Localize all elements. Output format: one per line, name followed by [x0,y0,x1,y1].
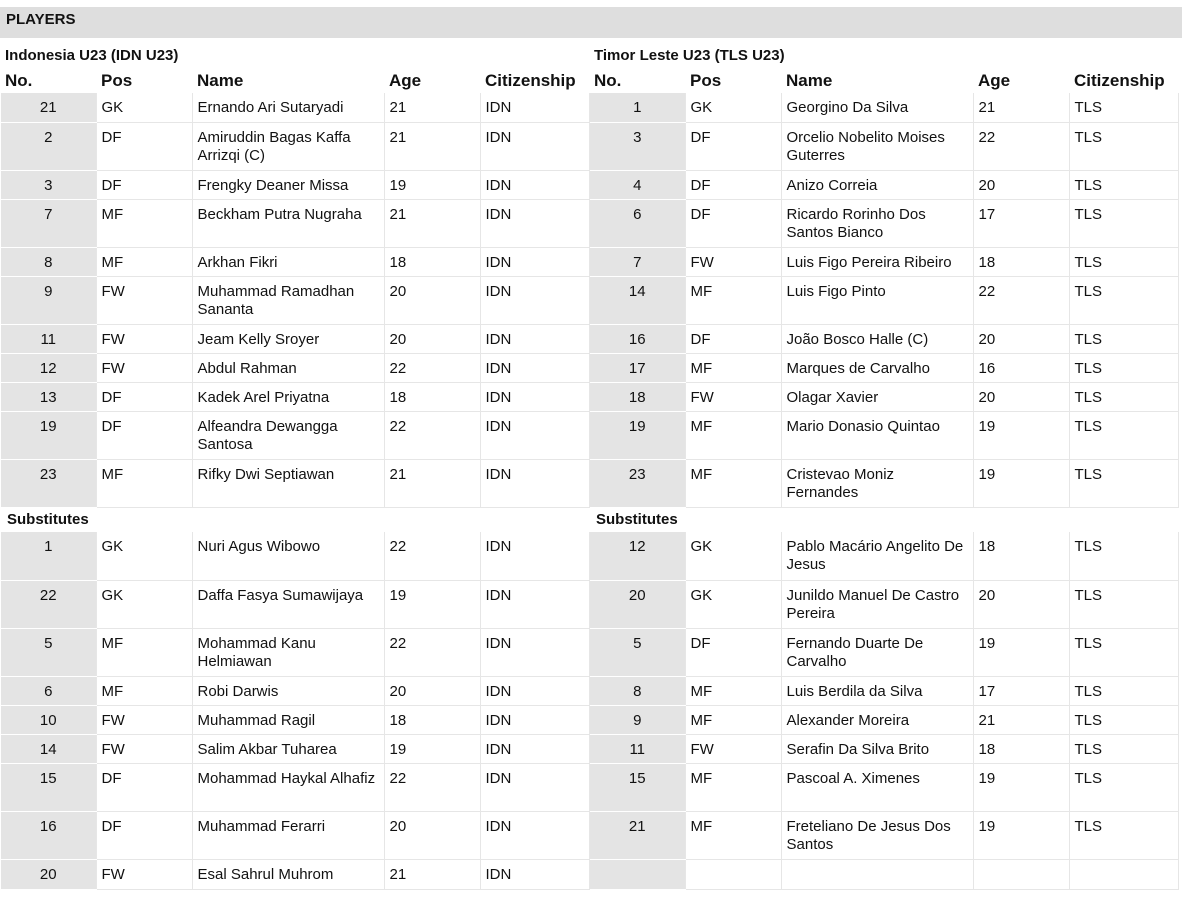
player-position: MF [96,628,192,676]
player-name: Marques de Carvalho [781,353,973,382]
substitutes-heading: Substitutes [7,510,89,528]
player-position: FW [96,859,192,889]
player-citizenship: IDN [480,122,589,170]
player-position: GK [685,93,781,122]
player-position: MF [685,411,781,459]
player-number: 14 [1,734,96,763]
table-row [1,199,589,247]
team-title: Indonesia U23 (IDN U23) [5,47,179,64]
player-position: DF [685,324,781,353]
player-citizenship: IDN [480,199,589,247]
table-row [590,763,1178,811]
player-citizenship: TLS [1069,247,1178,276]
player-number: 21 [1,93,96,122]
player-number: 15 [1,763,96,811]
player-age: 18 [384,247,480,276]
player-citizenship: IDN [480,411,589,459]
table-row [590,382,1178,411]
player-age: 21 [384,122,480,170]
table-row [590,93,1178,122]
player-number: 11 [590,734,685,763]
col-citizenship-header: Citizenship [485,70,576,90]
player-number: 14 [590,276,685,324]
table-row [1,93,589,122]
player-name: Luis Figo Pinto [781,276,973,324]
player-number: 18 [590,382,685,411]
player-age: 19 [384,580,480,628]
player-name: Luis Figo Pereira Ribeiro [781,247,973,276]
player-citizenship: IDN [480,734,589,763]
player-number: 23 [1,459,96,507]
player-position: FW [96,353,192,382]
player-age: 18 [973,532,1069,580]
player-age: 19 [973,763,1069,811]
player-position: MF [685,276,781,324]
table-row [1,811,589,859]
column-headers [1,68,589,93]
player-age: 16 [973,353,1069,382]
player-number: 3 [1,170,96,199]
col-age-header: Age [978,70,1011,90]
player-position: DF [685,628,781,676]
player-number: 2 [1,122,96,170]
col-age-header: Age [389,70,422,90]
player-number: 6 [1,676,96,705]
player-citizenship: IDN [480,93,589,122]
empty-cell [1069,859,1178,889]
table-row [1,247,589,276]
player-name: Nuri Agus Wibowo [192,532,384,580]
table-row [1,532,589,580]
player-number: 22 [1,580,96,628]
player-age: 19 [973,411,1069,459]
col-pos-header: Pos [690,70,722,90]
player-number: 17 [590,353,685,382]
player-position: MF [96,459,192,507]
table-row [1,276,589,324]
player-position: FW [685,382,781,411]
player-number: 8 [1,247,96,276]
player-position: GK [685,532,781,580]
col-citizenship-header: Citizenship [1074,70,1165,90]
player-number: 16 [590,324,685,353]
player-age: 19 [973,459,1069,507]
col-pos-header: Pos [101,70,133,90]
player-position: MF [685,811,781,859]
player-age: 20 [384,276,480,324]
player-citizenship: TLS [1069,122,1178,170]
player-citizenship: IDN [480,763,589,811]
table-row [1,676,589,705]
player-citizenship: TLS [1069,411,1178,459]
table-row [590,676,1178,705]
player-citizenship: IDN [480,705,589,734]
player-age: 20 [384,324,480,353]
player-position: MF [96,676,192,705]
player-name: Frengky Deaner Missa [192,170,384,199]
player-number: 13 [1,382,96,411]
table-row [590,628,1178,676]
col-name-header: Name [786,70,833,90]
table-row [1,628,589,676]
player-number: 19 [590,411,685,459]
player-age: 21 [973,93,1069,122]
player-citizenship: IDN [480,532,589,580]
player-number: 12 [1,353,96,382]
player-age: 20 [973,170,1069,199]
player-age: 21 [384,93,480,122]
player-number: 6 [590,199,685,247]
player-number: 11 [1,324,96,353]
player-citizenship: TLS [1069,532,1178,580]
player-age: 21 [973,705,1069,734]
player-position: MF [96,247,192,276]
player-citizenship: IDN [480,676,589,705]
player-citizenship: IDN [480,247,589,276]
player-name: Pascoal A. Ximenes [781,763,973,811]
table-row [1,411,589,459]
table-row [590,170,1178,199]
player-citizenship: TLS [1069,763,1178,811]
player-name: Mohammad Haykal Alhafiz [192,763,384,811]
player-name: Salim Akbar Tuharea [192,734,384,763]
table-row [590,705,1178,734]
player-position: MF [685,353,781,382]
player-citizenship: TLS [1069,676,1178,705]
table-row [590,811,1178,859]
player-name: Robi Darwis [192,676,384,705]
player-name: Amiruddin Bagas Kaffa Arrizqi (C) [192,122,384,170]
player-citizenship: IDN [480,459,589,507]
player-citizenship: IDN [480,811,589,859]
player-position: MF [685,705,781,734]
player-number: 4 [590,170,685,199]
player-name: Mohammad Kanu Helmiawan [192,628,384,676]
player-name: Rifky Dwi Septiawan [192,459,384,507]
player-number: 5 [590,628,685,676]
player-number: 10 [1,705,96,734]
player-citizenship: TLS [1069,580,1178,628]
player-name: Cristevao Moniz Fernandes [781,459,973,507]
table-row [1,382,589,411]
player-name: Orcelio Nobelito Moises Guterres [781,122,973,170]
player-number: 9 [590,705,685,734]
table-row [1,580,589,628]
player-name: Abdul Rahman [192,353,384,382]
player-position: FW [96,276,192,324]
player-name: Olagar Xavier [781,382,973,411]
player-number: 12 [590,532,685,580]
player-age: 18 [384,382,480,411]
player-age: 22 [384,353,480,382]
player-position: FW [685,247,781,276]
table-row [590,247,1178,276]
player-age: 20 [384,811,480,859]
player-position: DF [685,199,781,247]
player-number: 1 [590,93,685,122]
player-age: 20 [384,676,480,705]
player-position: MF [96,199,192,247]
player-number: 8 [590,676,685,705]
player-number: 3 [590,122,685,170]
empty-cell [590,859,685,889]
player-position: MF [685,459,781,507]
player-citizenship: IDN [480,628,589,676]
player-age: 22 [384,628,480,676]
player-position: DF [96,411,192,459]
player-position: GK [96,532,192,580]
player-citizenship: IDN [480,353,589,382]
player-position: MF [685,676,781,705]
player-name: Luis Berdila da Silva [781,676,973,705]
empty-cell [781,859,973,889]
player-citizenship: TLS [1069,93,1178,122]
player-number: 1 [1,532,96,580]
player-number: 9 [1,276,96,324]
player-position: FW [96,324,192,353]
player-citizenship: TLS [1069,705,1178,734]
player-name: Ricardo Rorinho Dos Santos Bianco [781,199,973,247]
player-position: FW [96,734,192,763]
player-position: FW [96,705,192,734]
player-name: Kadek Arel Priyatna [192,382,384,411]
player-position: DF [96,122,192,170]
player-number: 16 [1,811,96,859]
player-position: DF [685,122,781,170]
player-name: Muhammad Ragil [192,705,384,734]
player-age: 20 [973,580,1069,628]
player-age: 21 [384,459,480,507]
player-citizenship: TLS [1069,353,1178,382]
player-age: 22 [384,763,480,811]
player-age: 18 [973,734,1069,763]
player-citizenship: IDN [480,580,589,628]
player-name: Mario Donasio Quintao [781,411,973,459]
player-name: Ernando Ari Sutaryadi [192,93,384,122]
player-citizenship: TLS [1069,628,1178,676]
player-name: João Bosco Halle (C) [781,324,973,353]
player-position: DF [96,382,192,411]
player-position: DF [685,170,781,199]
player-citizenship: IDN [480,276,589,324]
player-number: 15 [590,763,685,811]
player-number: 21 [590,811,685,859]
player-number: 19 [1,411,96,459]
player-position: DF [96,811,192,859]
player-position: DF [96,170,192,199]
table-row [590,122,1178,170]
player-age: 18 [973,247,1069,276]
player-citizenship: TLS [1069,811,1178,859]
player-age: 19 [973,628,1069,676]
player-citizenship: TLS [1069,276,1178,324]
player-number: 5 [1,628,96,676]
player-name: Freteliano De Jesus Dos Santos [781,811,973,859]
player-position: GK [685,580,781,628]
table-row [1,705,589,734]
table-row [590,199,1178,247]
player-citizenship: TLS [1069,734,1178,763]
player-citizenship: TLS [1069,199,1178,247]
empty-cell [685,859,781,889]
player-age: 19 [384,170,480,199]
player-name: Fernando Duarte De Carvalho [781,628,973,676]
player-position: GK [96,93,192,122]
player-name: Alfeandra Dewangga Santosa [192,411,384,459]
player-name: Jeam Kelly Sroyer [192,324,384,353]
table-row [1,859,589,889]
table-row [1,324,589,353]
player-age: 17 [973,676,1069,705]
player-name: Georgino Da Silva [781,93,973,122]
table-row [1,170,589,199]
player-number: 7 [1,199,96,247]
player-name: Pablo Macário Angelito De Jesus [781,532,973,580]
player-citizenship: TLS [1069,459,1178,507]
player-citizenship: IDN [480,859,589,889]
player-name: Beckham Putra Nugraha [192,199,384,247]
col-name-header: Name [197,70,244,90]
column-headers [590,68,1178,93]
player-age: 20 [973,324,1069,353]
player-number: 20 [590,580,685,628]
player-name: Esal Sahrul Muhrom [192,859,384,889]
player-name: Daffa Fasya Sumawijaya [192,580,384,628]
table-row [590,324,1178,353]
player-citizenship: TLS [1069,324,1178,353]
player-name: Arkhan Fikri [192,247,384,276]
player-citizenship: IDN [480,324,589,353]
player-age: 21 [384,859,480,889]
player-name: Alexander Moreira [781,705,973,734]
player-age: 21 [384,199,480,247]
player-age: 17 [973,199,1069,247]
empty-cell [973,859,1069,889]
player-number: 23 [590,459,685,507]
empty-row [590,859,1178,889]
player-number: 20 [1,859,96,889]
player-age: 20 [973,382,1069,411]
player-position: FW [685,734,781,763]
player-number: 7 [590,247,685,276]
table-row [590,580,1178,628]
player-age: 22 [973,122,1069,170]
player-age: 18 [384,705,480,734]
substitutes-heading: Substitutes [596,510,678,528]
player-position: MF [685,763,781,811]
player-position: DF [96,763,192,811]
player-age: 19 [384,734,480,763]
col-no-header: No. [594,70,622,90]
player-position: GK [96,580,192,628]
table-row [590,734,1178,763]
player-name: Junildo Manuel De Castro Pereira [781,580,973,628]
player-citizenship: IDN [480,170,589,199]
table-row [590,411,1178,459]
page-title: PLAYERS [0,7,1182,38]
player-name: Muhammad Ferarri [192,811,384,859]
table-row [1,734,589,763]
player-name: Muhammad Ramadhan Sananta [192,276,384,324]
player-citizenship: TLS [1069,382,1178,411]
table-row [1,122,589,170]
team-roster-indonesia [1,44,590,890]
player-age: 22 [384,411,480,459]
player-citizenship: IDN [480,382,589,411]
table-row [1,353,589,382]
col-no-header: No. [5,70,33,90]
player-name: Anizo Correia [781,170,973,199]
player-age: 22 [384,532,480,580]
team-roster-timor-leste [590,44,1179,890]
player-age: 19 [973,811,1069,859]
player-age: 22 [973,276,1069,324]
table-row [590,459,1178,507]
team-title: Timor Leste U23 (TLS U23) [594,47,785,64]
table-row [1,763,589,811]
table-row [590,532,1178,580]
table-row [590,276,1178,324]
table-row [1,459,589,507]
player-name: Serafin Da Silva Brito [781,734,973,763]
player-citizenship: TLS [1069,170,1178,199]
table-row [590,353,1178,382]
